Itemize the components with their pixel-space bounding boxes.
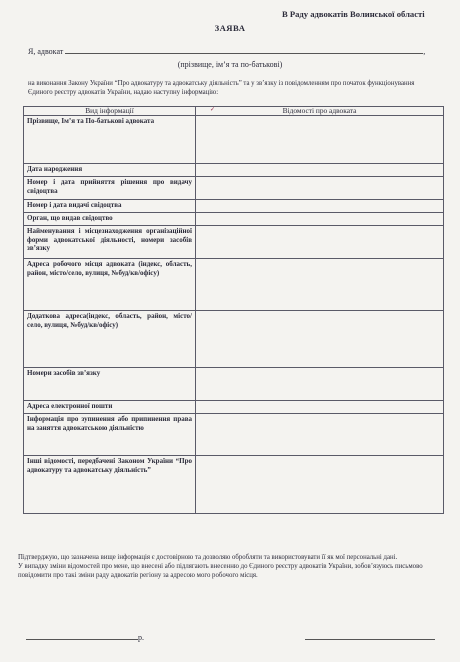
confirmation-paragraph-2: У випадку зміни відомостей про мене, що внесені або підлягають внесенню до Єдиного реєстру адвокатів України, зобов’язуюсь письмово повідомити про такі зміни раду адвокатів регіону за адресою мого робочого місця. (18, 563, 423, 580)
confirmation-paragraph-1: Підтверджую, що зазначена вище інформація є достовірною та дозволяю обробляти та використовувати її як мої персональні дані. (18, 554, 398, 561)
applicant-name-field[interactable] (65, 45, 426, 56)
row-label: Інші відомості, передбачені Законом України “Про адвокатуру та адвокатську діяльність” (24, 456, 196, 514)
confirmation-text (18, 553, 444, 581)
header-info-type: Вид інформації (24, 107, 196, 116)
applicant-line (28, 45, 425, 56)
table-row (24, 259, 444, 311)
date-suffix: р. (138, 633, 144, 642)
table-row (24, 213, 444, 226)
row-label: Адреса робочого місця адвоката (індекс, область, район, місто/село, вулиця, №буд/кв/офісу) (24, 259, 196, 311)
applicant-name-hint: (прізвище, ім’я та по-батькові) (177, 60, 283, 69)
table-row (24, 226, 444, 259)
applicant-prefix: Я, адвокат (28, 47, 64, 56)
addressee: В Раду адвокатів Волинської області (282, 9, 425, 19)
row-value-field[interactable] (196, 116, 444, 164)
table-row (24, 414, 444, 456)
row-value-field[interactable] (196, 401, 444, 414)
header-attorney-details: Відомості про адвоката (196, 107, 444, 116)
row-value-field[interactable] (196, 164, 444, 177)
table-row (24, 456, 444, 514)
row-value-field[interactable] (196, 259, 444, 311)
row-value-field[interactable] (196, 200, 444, 213)
row-label: Прізвище, Ім’я та По-батькові адвоката (24, 116, 196, 164)
date-line (26, 631, 144, 642)
document-title: ЗАЯВА (214, 23, 246, 33)
table-row (24, 311, 444, 368)
date-field[interactable] (26, 631, 138, 640)
row-label: Номери засобів зв’язку (24, 368, 196, 401)
table-header-row (24, 107, 444, 116)
row-label: Дата народження (24, 164, 196, 177)
row-value-field[interactable] (196, 368, 444, 401)
table-row (24, 164, 444, 177)
row-value-field[interactable] (196, 213, 444, 226)
row-value-field[interactable] (196, 311, 444, 368)
table-row (24, 200, 444, 213)
row-value-field[interactable] (196, 456, 444, 514)
applicant-suffix: , (423, 47, 426, 56)
intro-paragraph: на виконання Закону України “Про адвокатуру та адвокатську діяльність” та у зв’язку із повідомленням про початок функціонування Єдиного реєстру адвокатів України, надаю наступну інформацію: (28, 80, 415, 96)
row-label: Додаткова адреса(індекс, область, район, місто/село, вулиця, №буд/кв/офісу) (24, 311, 196, 368)
table-row (24, 368, 444, 401)
information-table (23, 106, 444, 514)
table-row (24, 177, 444, 200)
signature-line[interactable] (305, 638, 435, 640)
row-label: Номер і дата видачі свідоцтва (24, 200, 196, 213)
row-value-field[interactable] (196, 177, 444, 200)
row-label: Адреса електронної пошти (24, 401, 196, 414)
ink-mark: ✓ (210, 107, 216, 113)
row-value-field[interactable] (196, 226, 444, 259)
row-label: Орган, що видав свідоцтво (24, 213, 196, 226)
row-label: Найменування і місцезнаходження організаційної форми адвокатської діяльності, номери засобів зв’язку (24, 226, 196, 259)
row-label: Інформація про зупинення або припинення права на заняття адвокатською діяльністю (24, 414, 196, 456)
table-row (24, 116, 444, 164)
row-label: Номер і дата прийняття рішення про видачу свідоцтва (24, 177, 196, 200)
table-row (24, 401, 444, 414)
row-value-field[interactable] (196, 414, 444, 456)
